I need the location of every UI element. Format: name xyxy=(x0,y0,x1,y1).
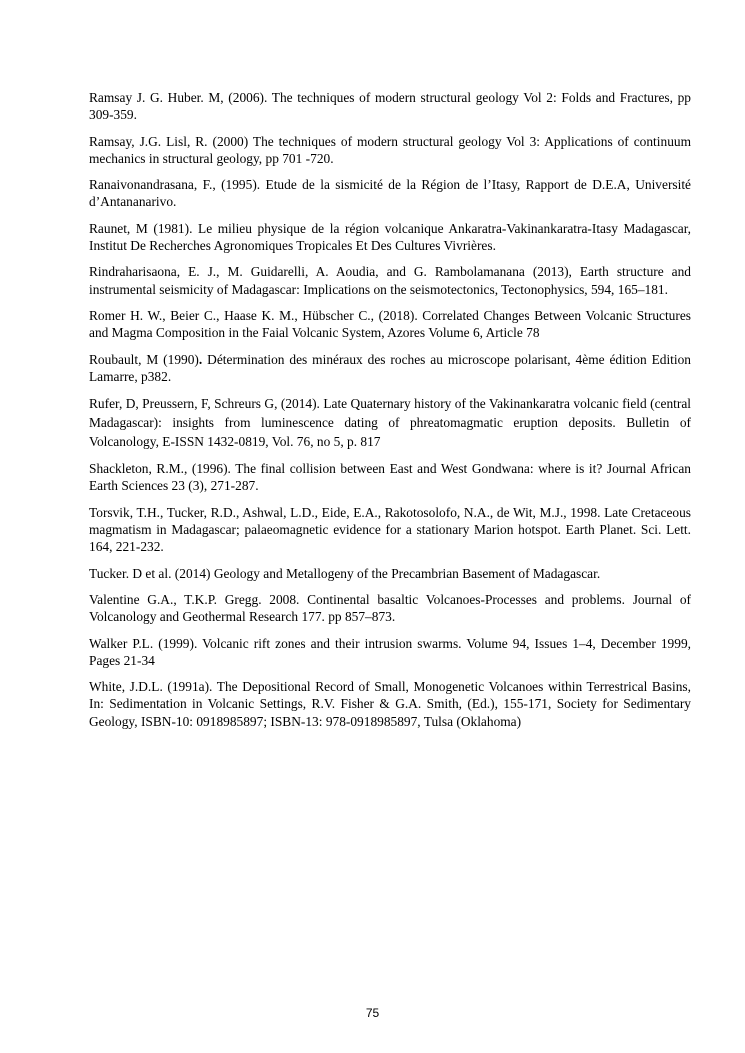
reference-roubault-author: Roubault, M (1990) xyxy=(89,351,199,367)
reference-roubault-bold-dot: . xyxy=(198,351,203,367)
reference-shackleton: Shackleton, R.M., (1996). The final collision between East and West Gondwana: where is it? Journal African Earth Sciences 23 (3), 271-287. xyxy=(89,461,691,494)
reference-ramsay-lisl: Ramsay, J.G. Lisl, R. (2000) The techniques of modern structural geology Vol 3: Applications of continuum mechanics in structural geology, pp 701 -720. xyxy=(89,133,691,166)
reference-list xyxy=(89,89,691,739)
reference-torsvik: Torsvik, T.H., Tucker, R.D., Ashwal, L.D., Eide, E.A., Rakotosolofo, N.A., de Wit, M.J., 1998. Late Cretaceous magmatism in Madagascar; palaeomagnetic evidence for a stationary Marion hotspot. Earth Planet. Sci. Lett. 164, 221-232. xyxy=(89,504,691,555)
reference-ramsay-huber: Ramsay J. G. Huber. M, (2006). The techniques of modern structural geology Vol 2: Folds and Fractures, pp 309-359. xyxy=(89,90,691,123)
reference-walker: Walker P.L. (1999). Volcanic rift zones and their intrusion swarms. Volume 94, Issues 1–4, December 1999, Pages 21-34 xyxy=(89,635,691,668)
reference-rindraharisaona: Rindraharisaona, E. J., M. Guidarelli, A. Aoudia, and G. Rambolamanana (2013), Earth structure and instrumental seismicity of Madagascar: Implications on the seismotectonics, Tectonophysics, 594, 165–181. xyxy=(89,264,691,297)
reference-roubault xyxy=(89,351,691,386)
reference-raunet: Raunet, M (1981). Le milieu physique de la région volcanique Ankaratra-Vakinankaratra-Itasy Madagascar, Institut De Recherches Agronomiques Tropicales Et Des Cultures Vivrières. xyxy=(89,220,691,254)
reference-romer: Romer H. W., Beier C., Haase K. M., Hübscher C., (2018). Correlated Changes Between Volcanic Structures and Magma Composition in the Faial Volcanic System, Azores Volume 6, Article 78 xyxy=(89,307,691,341)
reference-valentine: Valentine G.A., T.K.P. Gregg. 2008. Continental basaltic Volcanoes-Processes and problems. Journal of Volcanology and Geothermal Research 177. pp 857–873. xyxy=(89,591,691,625)
reference-rufer: Rufer, D, Preussern, F, Schreurs G, (2014). Late Quaternary history of the Vakinankaratra volcanic field (central Madagascar): insights from luminescence dating of phreatomagmatic eruption deposits. Bulletin of Volcanology, E-ISSN 1432-0819, Vol. 76, no 5, p. 817 xyxy=(89,396,691,450)
reference-tucker: Tucker. D et al. (2014) Geology and Metallogeny of the Precambrian Basement of Madagascar. xyxy=(89,565,601,581)
page-number: 75 xyxy=(365,1006,380,1020)
reference-white: White, J.D.L. (1991a). The Depositional Record of Small, Monogenetic Volcanoes within Terrestrical Basins, In: Sedimentation in Volcanic Settings, R.V. Fisher & G.A. Smith, (Ed.), 155-171, Society for Sedimentary Geology, ISBN-10: 0918985897; ISBN-13: 978-0918985897, Tulsa (Oklahoma) xyxy=(89,679,691,729)
reference-roubault-title: Détermination des minéraux des roches au microscope polarisant, 4ème édition Edition Lamarre, p382. xyxy=(89,351,692,384)
reference-ranaivonandrasana: Ranaivonandrasana, F., (1995). Etude de la sismicité de la Région de l’Itasy, Rapport de D.E.A, Université d’Antananarivo. xyxy=(89,177,691,210)
